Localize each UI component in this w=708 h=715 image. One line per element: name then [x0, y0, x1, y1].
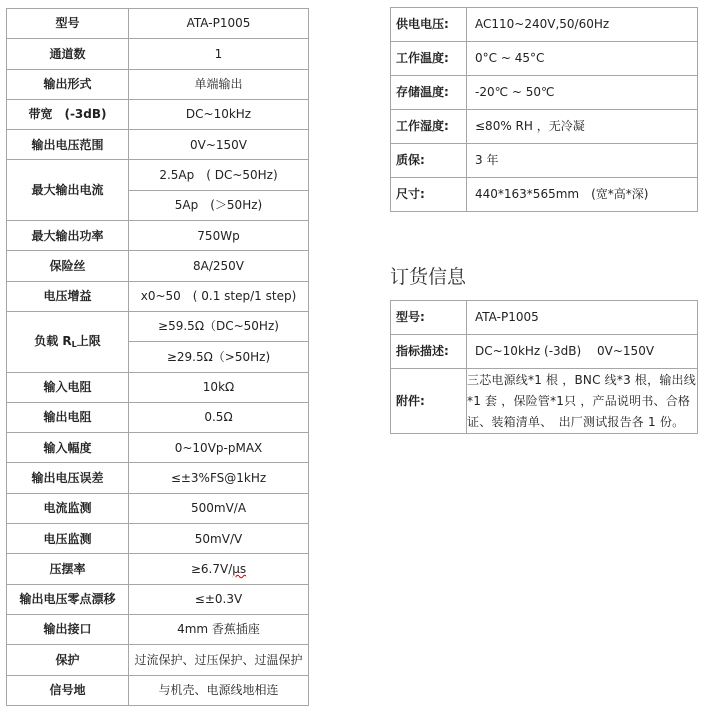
spec-value: 2.5Ap ( DC~50Hz) — [129, 160, 309, 190]
spec-label — [7, 311, 129, 372]
power-environment-table — [390, 7, 698, 212]
spec-label: 电压增益 — [7, 281, 129, 311]
table-row — [391, 144, 698, 178]
spec-value: -20℃ ~ 50℃ — [467, 76, 698, 110]
spec-value: 3 年 — [467, 144, 698, 178]
table-row — [7, 39, 309, 69]
spec-label: 保护 — [7, 645, 129, 675]
table-row — [7, 463, 309, 493]
spec-label: 信号地 — [7, 675, 129, 705]
spec-label: 工作湿度: — [391, 110, 467, 144]
spec-label: 最大输出功率 — [7, 221, 129, 251]
spec-label: 最大输出电流 — [7, 160, 129, 221]
table-row — [7, 160, 309, 190]
spec-label: 输出电压误差 — [7, 463, 129, 493]
spec-label: 输入电阻 — [7, 372, 129, 402]
spec-value: 5Ap (＞50Hz) — [129, 190, 309, 220]
value-prefix: ≥6.7V/ — [190, 561, 233, 576]
table-row — [7, 493, 309, 523]
spec-value: x0~50 ( 0.1 step/1 step) — [129, 281, 309, 311]
spec-label: 通道数 — [7, 39, 129, 69]
order-value: DC~10kHz (-3dB) 0V~150V — [467, 335, 698, 369]
spec-label: 压摆率 — [7, 554, 129, 584]
table-row — [7, 402, 309, 432]
table-row — [391, 8, 698, 42]
table-row — [7, 130, 309, 160]
order-info-heading: 订货信息 — [390, 266, 467, 288]
label-suffix: 上限 — [76, 333, 101, 348]
spec-label: 质保: — [391, 144, 467, 178]
spec-label: 输出形式 — [7, 69, 129, 99]
spec-label: 保险丝 — [7, 251, 129, 281]
spec-value: DC~10kHz — [129, 99, 309, 129]
spec-value: 1 — [129, 39, 309, 69]
label-subscript: L — [71, 339, 77, 349]
spec-label: 输出电阻 — [7, 402, 129, 432]
table-row — [7, 675, 309, 705]
spec-label: 电压监测 — [7, 524, 129, 554]
spec-value: ≤80% RH ，无冷凝 — [467, 110, 698, 144]
spec-label: 工作温度: — [391, 42, 467, 76]
spec-value: 过流保护、过压保护、过温保护 — [129, 645, 309, 675]
spec-value: 440*163*565mm (宽*高*深) — [467, 178, 698, 212]
order-info-table — [390, 300, 698, 434]
label-prefix: 负载 R — [34, 333, 72, 348]
spec-table — [6, 8, 309, 706]
table-row — [391, 335, 698, 369]
spec-value: 4mm 香蕉插座 — [129, 614, 309, 644]
table-row — [7, 645, 309, 675]
spec-value: 0V~150V — [129, 130, 309, 160]
table-row — [7, 614, 309, 644]
spec-value: ≥29.5Ω（>50Hz) — [129, 342, 309, 372]
spec-value: 50mV/V — [129, 524, 309, 554]
spec-value: 0°C ~ 45°C — [467, 42, 698, 76]
table-row — [7, 9, 309, 39]
table-row — [7, 584, 309, 614]
table-row — [7, 311, 309, 341]
spec-label: 尺寸: — [391, 178, 467, 212]
spec-value: ≤±0.3V — [129, 584, 309, 614]
spec-value: 与机壳、电源线地相连 — [129, 675, 309, 705]
table-row — [7, 69, 309, 99]
order-label: 指标描述: — [391, 335, 467, 369]
spec-label: 型号 — [7, 9, 129, 39]
spec-label: 输入幅度 — [7, 433, 129, 463]
spec-label: 输出接口 — [7, 614, 129, 644]
spec-value: 500mV/A — [129, 493, 309, 523]
table-row — [7, 99, 309, 129]
table-row — [7, 524, 309, 554]
spec-value: ATA-P1005 — [129, 9, 309, 39]
spec-value: 0.5Ω — [129, 402, 309, 432]
order-value: ATA-P1005 — [467, 301, 698, 335]
spec-label: 输出电压范围 — [7, 130, 129, 160]
table-row — [7, 281, 309, 311]
spec-value: 0~10Vp-pMAX — [129, 433, 309, 463]
table-row — [7, 433, 309, 463]
table-row — [7, 554, 309, 584]
order-label: 附件: — [391, 369, 467, 434]
spec-label: 电流监测 — [7, 493, 129, 523]
spec-value — [129, 554, 309, 584]
spec-label: 输出电压零点漂移 — [7, 584, 129, 614]
table-row — [7, 372, 309, 402]
spec-label: 供电电压: — [391, 8, 467, 42]
spec-value: 单端输出 — [129, 69, 309, 99]
table-row — [7, 221, 309, 251]
spellcheck-underlined-unit: μs — [232, 561, 247, 576]
table-row — [7, 251, 309, 281]
spec-value: ≤±3%FS@1kHz — [129, 463, 309, 493]
order-label: 型号: — [391, 301, 467, 335]
table-row — [391, 42, 698, 76]
spec-value: 8A/250V — [129, 251, 309, 281]
table-row — [391, 178, 698, 212]
spec-label: 带宽 (-3dB) — [7, 99, 129, 129]
table-row — [391, 110, 698, 144]
spec-value: ≥59.5Ω（DC~50Hz) — [129, 311, 309, 341]
spec-label: 存储温度: — [391, 76, 467, 110]
table-row — [391, 369, 698, 434]
order-value: 三芯电源线*1 根 ，BNC 线*3 根，输出线*1 套 ，保险管*1只 ，产品说明书、合格证、装箱清单、 出厂测试报告各 1 份。 — [467, 369, 698, 434]
table-row — [391, 76, 698, 110]
spec-value: AC110~240V,50/60Hz — [467, 8, 698, 42]
spec-value: 10kΩ — [129, 372, 309, 402]
spec-value: 750Wp — [129, 221, 309, 251]
table-row — [391, 301, 698, 335]
